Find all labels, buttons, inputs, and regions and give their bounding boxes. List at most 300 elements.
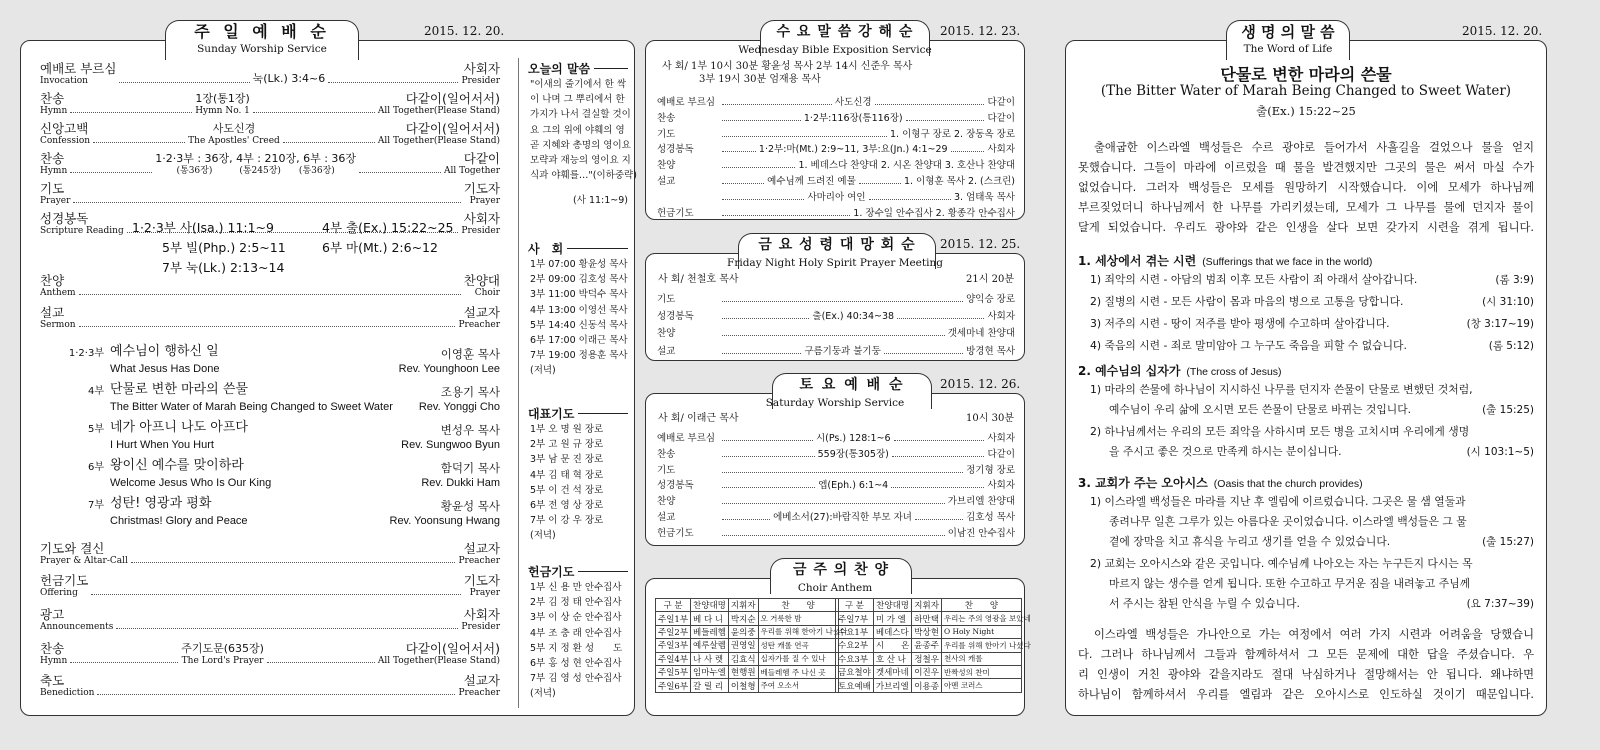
word-heading: 단물로 변한 마라의 쓴물 xyxy=(1220,65,1392,84)
anthem-cell: 가브리엘 xyxy=(873,679,911,692)
order-left xyxy=(40,92,67,116)
service-row-middle: 시(Ps.) 128:1~6 xyxy=(815,433,891,444)
anthem-cell: 수요3부 xyxy=(836,652,874,665)
side-line: 가지가 나서 결실할 것이 xyxy=(530,109,631,121)
order-row xyxy=(40,604,500,632)
order-row xyxy=(40,118,500,146)
order-right xyxy=(378,92,500,116)
order-title-en: Prayer xyxy=(40,196,71,206)
service-row xyxy=(657,509,1015,523)
order-title: 설교 xyxy=(40,305,65,320)
word-heading-en: (The Bitter Water of Marah Being Changed to Sweet Water) xyxy=(1100,83,1512,99)
sermon-preacher-en: Rev. Yoonsung Hwang xyxy=(389,515,500,527)
order-right xyxy=(464,274,500,298)
order-role-en: All Together(Please Stand) xyxy=(377,106,500,116)
dotted-leader xyxy=(722,151,756,152)
service-row-label: 기도 xyxy=(657,464,676,476)
dotted-leader xyxy=(891,487,984,488)
anthem-title: 금 주 의 찬 양 xyxy=(792,562,890,578)
anthem-header-cell: 찬 양 xyxy=(941,599,1021,612)
dotted-leader xyxy=(951,151,985,152)
service-row-label: 예배로 부르심 xyxy=(657,433,716,444)
order-left xyxy=(40,152,67,176)
sermon-preacher: 변성우 목사 xyxy=(440,423,500,437)
dotted-leader xyxy=(116,628,458,629)
service-row-right: 1. 이형구 장로 2. 장동옥 장로 xyxy=(890,128,1015,140)
service-row xyxy=(657,189,1015,203)
order-row xyxy=(40,178,500,206)
order-right xyxy=(461,62,500,86)
order-title-en: Hymn xyxy=(40,656,68,666)
sermon-preacher: 이영훈 목사 xyxy=(440,347,500,361)
service-row xyxy=(657,110,1015,124)
dotted-leader xyxy=(722,199,804,200)
sermon-title-en: Christmas! Glory and Peace xyxy=(110,515,248,527)
order-role: 다같이(일어서서) xyxy=(405,91,500,106)
anthem-cell: 십자가를 질 수 있나 xyxy=(758,652,838,665)
side-title-rule xyxy=(594,68,628,69)
scripture-l2a: 5부 빌(Php.) 2:5~11 xyxy=(162,240,286,255)
dotted-leader xyxy=(722,136,887,137)
word-title: 생 명 의 말 씀 xyxy=(1241,23,1335,41)
anthem-header-cell: 구 분 xyxy=(836,599,874,612)
service-row-right: 다같이 xyxy=(987,448,1015,460)
sermon-title-en: Welcome Jesus Who Is Our King xyxy=(110,477,272,489)
friday-time: 21시 20분 xyxy=(966,274,1014,285)
word-subtitle: The Word of Life xyxy=(1243,43,1333,55)
sermon-title-en: The Bitter Water of Marah Being Changed to Sweet Water xyxy=(110,401,393,413)
side-section-title xyxy=(528,60,628,77)
point-line: 예수님이 우리 삶에 오시면 모든 쓴물이 단물로 바뀌는 것입니다. xyxy=(1109,403,1412,416)
service-row-right: 다같이 xyxy=(987,97,1015,108)
side-title-rule xyxy=(578,571,628,572)
dotted-leader xyxy=(722,215,850,216)
order-right xyxy=(461,608,500,632)
point-line: 1) 죄악의 시련 - 아담의 범죄 이후 모든 사람이 죄 아래서 살아갑니다. xyxy=(1090,273,1418,286)
saturday-date: 2015. 12. 26. xyxy=(940,377,1021,391)
side-title-text: 사 회 xyxy=(528,242,564,256)
anthem-cell: 윤의중 xyxy=(728,625,758,638)
service-row xyxy=(657,291,1015,305)
dotted-leader xyxy=(722,503,945,504)
wednesday-subtitle: Wednesday Bible Exposition Service xyxy=(738,44,932,56)
order-role: 찬양대 xyxy=(463,273,500,288)
word-ref: 출(Ex.) 15:22~25 xyxy=(1256,104,1356,118)
anthem-cell: 윤종주 xyxy=(912,639,942,652)
verse-reference: (롬 5:12) xyxy=(1488,340,1534,352)
order-title: 광고 xyxy=(40,607,65,622)
service-row-label: 성경봉독 xyxy=(657,144,694,156)
order-middle xyxy=(155,152,356,176)
anthem-cell: 김효식 xyxy=(728,652,758,665)
sermon-preacher: 조용기 목사 xyxy=(440,385,500,399)
service-row-label: 헌금기도 xyxy=(657,207,694,219)
order-role-en: Preacher xyxy=(458,556,500,566)
sunday-title: 주 일 예 배 순 xyxy=(194,22,330,41)
order-middle-ko: 1·2·3부 : 36장, 4부 : 210장, 6부 : 36장 xyxy=(155,152,357,165)
sermon-preacher: 함덕기 목사 xyxy=(440,461,500,475)
anthem-cell: 주일1부 xyxy=(656,612,691,625)
anthem-cell: 베 다 니 xyxy=(691,612,729,625)
dotted-leader xyxy=(97,694,455,695)
service-row-label: 설교 xyxy=(657,345,676,357)
order-title: 신앙고백 xyxy=(40,121,89,136)
order-role-en: All Together(Please Stand) xyxy=(377,656,500,666)
service-row-label: 기도 xyxy=(657,128,676,140)
anthem-cell: 호 산 나 xyxy=(873,652,911,665)
anthem-cell: 예루살렘 xyxy=(691,639,729,652)
order-title-en: Invocation xyxy=(40,76,88,86)
anthem-cell: 박상현 xyxy=(912,625,942,638)
service-row-right: 사회자 xyxy=(987,480,1016,492)
service-row xyxy=(657,430,1015,444)
sermon-title: 예수님이 행하신 일 xyxy=(110,344,219,359)
dotted-leader xyxy=(722,120,801,121)
service-row xyxy=(657,446,1015,460)
order-row xyxy=(40,148,500,176)
service-row-label: 찬송 xyxy=(657,112,676,124)
service-row-middle: 사마리아 여인 xyxy=(807,191,866,203)
word-date: 2015. 12. 20. xyxy=(1462,24,1543,38)
service-row-middle: 559장(통305장) xyxy=(817,448,889,460)
order-role-en: Preacher xyxy=(458,688,500,698)
dotted-leader xyxy=(93,142,185,143)
dotted-leader xyxy=(869,199,951,200)
verse-reference: (시 31:10) xyxy=(1482,296,1534,308)
order-role: 다같이 xyxy=(463,151,500,166)
anthem-row xyxy=(656,665,839,678)
sermon-preacher-en: Rev. Sungwoo Byun xyxy=(401,439,500,451)
anthem-cell: 베들레헴 xyxy=(691,625,729,638)
order-right xyxy=(378,642,500,666)
sermon-part: 1·2·3부 xyxy=(68,348,104,359)
anthem-cell: 주일7부 xyxy=(836,612,874,625)
dotted-leader xyxy=(859,183,901,184)
order-title: 찬송 xyxy=(40,151,65,166)
sermon-title: 왕이신 예수를 맞이하라 xyxy=(110,458,244,473)
anthem-cell: 이용종 xyxy=(912,679,942,692)
order-left xyxy=(40,574,88,598)
service-row-right: 사회자 xyxy=(987,311,1015,323)
side-line: (저녁) xyxy=(530,365,556,377)
service-row-middle: 예수님께 드려진 예물 xyxy=(767,176,856,187)
sermon-part: 6부 xyxy=(87,462,104,473)
order-row xyxy=(40,538,500,566)
section-title-en: (Oasis that the church provides) xyxy=(1213,478,1363,490)
dotted-leader xyxy=(359,172,441,173)
order-title: 찬양 xyxy=(40,273,65,288)
order-role: 기도자 xyxy=(463,573,500,588)
dotted-leader xyxy=(131,562,456,563)
outro-line: 리 인생이 거친 광야와 같을지라도 절대 낙심하거나 절망해서는 안 됩니다. 왜냐하면 xyxy=(1078,668,1534,681)
order-title: 기도 xyxy=(40,181,65,196)
order-role: 설교자 xyxy=(463,305,500,320)
anthem-row xyxy=(836,639,1022,652)
anthem-cell: 하만택 xyxy=(912,612,942,625)
verse-reference: (출 15:27) xyxy=(1482,536,1534,548)
anthem-header-row xyxy=(836,599,1022,612)
dotted-leader xyxy=(722,335,945,336)
service-row-label: 찬양 xyxy=(657,496,676,508)
sermon-title-en: What Jesus Has Done xyxy=(110,363,220,375)
verse-reference: (롬 3:9) xyxy=(1495,274,1534,286)
service-row-label: 설교 xyxy=(657,176,676,187)
section-title: 3. 교회가 주는 오아시스 xyxy=(1078,476,1208,490)
anthem-cell: 정철우 xyxy=(912,652,942,665)
anthem-row xyxy=(656,639,839,652)
point-line: 2) 교회는 오아시스와 같은 곳입니다. 예수님께 나아오는 자는 누구든지 다시는 목 xyxy=(1090,557,1473,570)
anthem-row xyxy=(656,679,839,692)
service-row xyxy=(657,477,1015,491)
anthem-header-cell: 찬양대명 xyxy=(691,599,729,612)
service-row-right: 다같이 xyxy=(987,112,1016,124)
scripture-l3a: 7부 눅(Lk.) 2:13~14 xyxy=(162,260,285,275)
order-row xyxy=(40,570,500,598)
service-row-middle: 출(Ex.) 40:34~38 xyxy=(812,311,895,323)
order-middle-ko: 1장(통1장) xyxy=(195,92,250,105)
service-row-label: 찬양 xyxy=(657,160,676,172)
sermon-part: 5부 xyxy=(87,424,104,435)
anthem-cell: 나 사 렛 xyxy=(691,652,729,665)
order-row xyxy=(40,302,500,330)
dotted-leader xyxy=(73,202,460,203)
order-role: 설교자 xyxy=(463,541,500,556)
service-row-middle: 에베소서(27):바람직한 부모 자녀 xyxy=(773,512,912,523)
order-title-en: Confession xyxy=(40,136,91,146)
side-line: 5부 지 정 환 성 도 xyxy=(530,642,623,654)
intro-line: 출애굽한 이스라엘 백성들은 수르 광야로 들어가서 사흘길을 걸었으나 물을 얻지 xyxy=(1094,141,1534,154)
order-middle-en: Hymn No. 1 xyxy=(195,106,250,116)
order-right xyxy=(378,122,500,146)
order-title-en: Announcements xyxy=(40,622,114,632)
wednesday-title: 수 요 말 씀 강 해 순 xyxy=(776,24,914,40)
dotted-leader xyxy=(897,318,984,319)
anthem-cell: 시 온 xyxy=(873,639,911,652)
dotted-leader xyxy=(722,535,945,536)
anthem-row xyxy=(836,679,1022,692)
order-right xyxy=(458,542,500,566)
side-line: 2부 09:00 김호성 목사 xyxy=(530,274,628,286)
side-line: "이새의 줄기에서 한 싹 xyxy=(530,79,627,90)
friday-date: 2015. 12. 25. xyxy=(940,237,1021,251)
anthem-row xyxy=(656,612,839,625)
service-row xyxy=(657,173,1015,187)
sermon-title: 단물로 변한 마라의 쓴물 xyxy=(110,382,248,397)
scripture-l1a: 1·2·3부 사(Isa.) 11:1~9 xyxy=(132,220,274,235)
side-line: 3부 이 상 순 안수집사 xyxy=(530,612,622,624)
service-row-label: 성경봉독 xyxy=(657,311,694,323)
order-title-en: Prayer & Altar-Call xyxy=(40,556,128,566)
side-line: (저녁) xyxy=(530,530,556,542)
anthem-row xyxy=(836,652,1022,665)
side-line: 1부 07:00 황윤성 목사 xyxy=(530,259,628,270)
point-line: 곁에 장막을 치고 휴식을 누리고 생기를 얻을 수 있었습니다. xyxy=(1109,535,1391,548)
sunday-title-tab xyxy=(165,20,359,60)
dotted-leader xyxy=(722,487,815,488)
point-line: 1) 이스라엘 백성들은 마라를 지난 후 엘림에 이르렀습니다. 그곳은 물 샘 열둘과 xyxy=(1090,495,1466,508)
dotted-leader xyxy=(722,353,801,354)
order-left xyxy=(40,306,76,330)
side-line: 요 그의 위에 야훼의 영 xyxy=(530,124,625,136)
service-row-right: 1. 베데스다 찬양대 2. 시온 찬양대 3. 호산나 찬양대 xyxy=(798,160,1015,172)
anthem-cell: 베데스다 xyxy=(873,625,911,638)
dotted-leader xyxy=(892,456,985,457)
anthem-row xyxy=(656,625,839,638)
service-row xyxy=(657,94,1015,108)
service-row-middle: 1·2부:116장(통116장) xyxy=(803,112,903,124)
side-line: (저녁) xyxy=(530,688,556,700)
dotted-leader xyxy=(722,167,795,168)
service-row-right: 1. 이형훈 목사 2. (스크린) xyxy=(903,176,1015,187)
service-row xyxy=(657,157,1015,171)
sermon-title: 네가 아프니 나도 아프다 xyxy=(110,420,248,435)
intro-line: 부르짖었더니 하나님께서 한 나무를 가리키셨는데, 모세가 그 나무를 물에 던지자 물이 xyxy=(1078,201,1534,214)
anthem-cell: 성탄 캐롤 연곡 xyxy=(758,639,838,652)
point-line: 3) 저주의 시련 - 땅이 저주를 받아 평생에 수고하며 살아갑니다. xyxy=(1090,317,1390,330)
anthem-cell: 이철형 xyxy=(728,679,758,692)
anthem-cell: 박지순 xyxy=(728,612,758,625)
order-title-en: Benediction xyxy=(40,688,95,698)
dotted-leader xyxy=(79,326,456,327)
anthem-cell: 권영일 xyxy=(728,639,758,652)
verse-reference: (창 3:17~19) xyxy=(1466,318,1534,330)
service-row xyxy=(657,126,1015,140)
order-role: 다같이(일어서서) xyxy=(405,121,500,136)
anthem-header-row xyxy=(656,599,839,612)
anthem-cell: 우리를 위해 한아기 나셨다 xyxy=(758,625,838,638)
order-role: 기도자 xyxy=(463,181,500,196)
friday-subtitle: Friday Night Holy Spirit Prayer Meeting xyxy=(727,257,943,269)
section-title: 1. 세상에서 겪는 시련 xyxy=(1078,254,1197,268)
saturday-subtitle: Saturday Worship Service xyxy=(765,397,905,409)
service-row-right: 김호성 목사 xyxy=(966,512,1015,523)
intro-line: 달게 되었습니다. 우리도 광야와 같은 인생을 살다 보면 갖가지 시련을 겪게 됩니다. xyxy=(1078,221,1534,234)
order-middle-ko: 주기도문(635장) xyxy=(181,642,264,655)
dotted-leader xyxy=(722,456,815,457)
side-line: 4부 조 충 래 안수집사 xyxy=(530,627,622,639)
anthem-header-cell: 지휘자 xyxy=(728,599,758,612)
order-role-en: All Together(Please Stand) xyxy=(377,136,500,146)
anthem-cell: O Holy Night xyxy=(941,625,1021,638)
side-line: 5부 이 건 석 장로 xyxy=(530,484,604,496)
order-title: 헌금기도 xyxy=(40,573,89,588)
order-title: 예배로 부르심 xyxy=(40,61,117,76)
order-title-en: Offering xyxy=(40,588,78,598)
dotted-leader xyxy=(253,112,375,113)
anthem-cell: 금요철야 xyxy=(836,665,874,678)
side-title-rule xyxy=(567,248,628,249)
dotted-leader xyxy=(79,294,461,295)
outro-line: 다. 그러나 하나님께서 그들과 함께하셔서 그 모든 문제에 대한 답을 주셨습니다. 우 xyxy=(1078,648,1534,661)
order-middle-en: The Apostles' Creed xyxy=(188,136,280,146)
dotted-leader xyxy=(722,183,764,184)
order-row xyxy=(40,638,500,666)
order-role-en: Presider xyxy=(461,622,500,632)
anthem-cell: 주여 오소서 xyxy=(758,679,838,692)
friday-host: 사 회/ 천철호 목사 xyxy=(658,274,739,285)
side-line: 모략과 재능의 영이요 지 xyxy=(530,155,631,166)
sermon-preacher: 황윤성 목사 xyxy=(440,499,500,513)
side-line: 1부 신 용 만 안수집사 xyxy=(530,582,622,593)
wednesday-date: 2015. 12. 23. xyxy=(940,24,1021,38)
order-title-en: Sermon xyxy=(40,320,76,330)
anthem-cell: 주일2부 xyxy=(656,625,691,638)
side-line: 1부 오 명 원 장로 xyxy=(530,424,604,435)
sermon-title-en: I Hurt When You Hurt xyxy=(110,439,214,451)
order-left xyxy=(40,274,76,298)
anthem-cell: 토요예배 xyxy=(836,679,874,692)
service-row-right: 사회자 xyxy=(987,144,1015,156)
order-role: 사회자 xyxy=(463,61,501,76)
order-role-en: All Together xyxy=(444,166,500,176)
scripture-l2b: 6부 마(Mt.) 2:6~12 xyxy=(322,240,438,255)
service-row xyxy=(657,205,1015,219)
section-title: 2. 예수님의 십자가 xyxy=(1078,364,1181,378)
anthem-cell: 주일6부 xyxy=(656,679,691,692)
service-row-label: 헌금기도 xyxy=(657,527,694,539)
service-row-label: 예배로 부르심 xyxy=(657,97,716,108)
service-row xyxy=(657,343,1015,357)
service-row-label: 기도 xyxy=(657,294,676,305)
order-left xyxy=(40,62,116,86)
dotted-leader xyxy=(267,662,375,663)
anthem-cell: 미 가 엘 xyxy=(873,612,911,625)
side-line: 이 나며 그 뿌리에서 한 xyxy=(530,94,625,106)
order-right xyxy=(461,212,500,236)
anthem-cell: 수요1부 xyxy=(836,625,874,638)
service-row xyxy=(657,141,1015,155)
outro-line: 하나님이 함께하셔서 우리를 엘림과 같은 오아시스로 인도하실 것이기 때문입니다. xyxy=(1078,688,1534,701)
service-row-label: 찬양 xyxy=(657,328,676,340)
point-line: 마르지 않는 생수를 얻게 됩니다. 또한 수고하고 무거운 짐을 내려놓고 주님께 xyxy=(1109,577,1471,590)
dotted-leader xyxy=(875,104,985,105)
service-row xyxy=(657,462,1015,476)
order-role-en: Choir xyxy=(474,288,500,298)
order-title-en: Scripture Reading xyxy=(40,226,124,236)
side-line: 4부 13:00 이영선 목사 xyxy=(530,304,628,316)
anthem-cell: 우리는 주의 영광을 보았네 xyxy=(941,612,1021,625)
side-line: 7부 19:00 정용훈 목사 xyxy=(530,350,628,362)
side-title-text: 대표기도 xyxy=(528,407,575,421)
side-section-title xyxy=(528,563,628,580)
anthem-cell: 오 거룩한 밤 xyxy=(758,612,838,625)
service-row-right: 양익승 장로 xyxy=(966,294,1015,305)
dotted-leader xyxy=(119,82,249,83)
anthem-subtitle: Choir Anthem xyxy=(797,582,873,594)
saturday-host: 사 회/ 이래근 목사 xyxy=(658,413,739,424)
anthem-cell: 이진우 xyxy=(912,665,942,678)
anthem-cell: 임마누엘 xyxy=(691,665,729,678)
order-role-en: Presider xyxy=(461,76,501,86)
verse-reference: (요 7:37~39) xyxy=(1466,598,1534,610)
service-row-right: 사회자 xyxy=(987,433,1015,444)
service-row-label: 찬송 xyxy=(657,448,676,460)
side-line: 3부 11:00 박덕수 목사 xyxy=(530,289,628,301)
order-role: 다같이(일어서서) xyxy=(405,641,500,656)
point-line: 4) 죽음의 시련 - 죄로 말미암아 그 누구도 죽음을 피할 수 없습니다. xyxy=(1090,339,1407,352)
side-section-title xyxy=(528,240,628,257)
side-line: 5부 14:40 신동석 목사 xyxy=(530,319,628,331)
outro-line: 이스라엘 백성들은 가나안으로 가는 여정에서 여러 가지 시련과 어려움을 당했습니 xyxy=(1094,628,1534,641)
side-line: 6부 홍 성 현 안수집사 xyxy=(530,658,622,669)
side-line: 2부 김 정 태 안수집사 xyxy=(530,597,622,609)
order-left xyxy=(40,642,67,666)
section-heading xyxy=(1078,250,1372,269)
side-line: 식과 야훼를…"(이하중략) xyxy=(530,170,637,182)
order-right xyxy=(464,182,500,206)
side-section-title xyxy=(528,405,628,422)
order-middle xyxy=(188,122,280,146)
